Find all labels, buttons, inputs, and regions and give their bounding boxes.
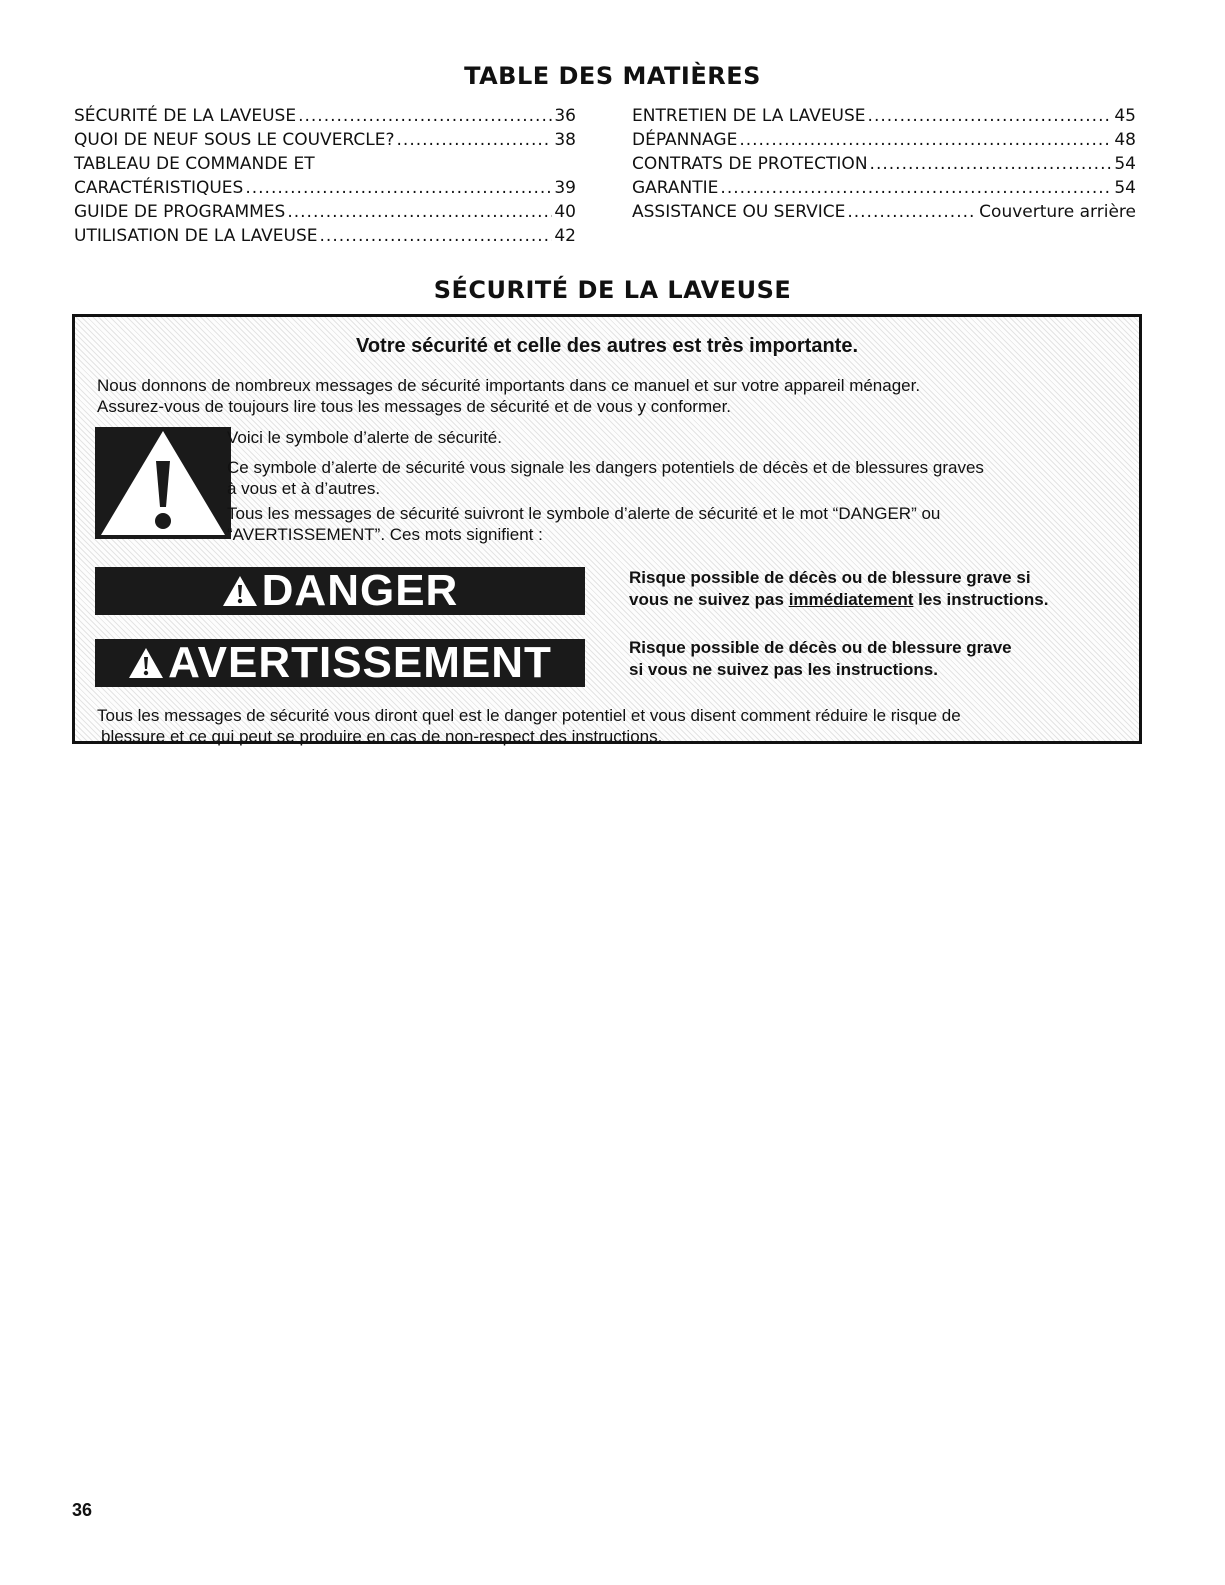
signal-words-line-2: “AVERTISSEMENT”. Ces mots signifient : [227,525,543,544]
toc-entry-page: 36 [554,106,576,126]
toc-entry-page: 45 [1114,106,1136,126]
toc-left-column [74,104,576,248]
toc-entry [74,224,576,248]
danger-desc-emphasis: immédiatement [788,590,914,609]
toc-leader-dots [320,224,553,248]
safety-heading: Votre sécurité et celle des autres est très importante. [355,335,859,357]
danger-desc-line-2 [629,589,1129,611]
toc-entry-label: GUIDE DE PROGRAMMES [74,202,286,222]
toc-entry-label: DÉPANNAGE [632,130,738,150]
danger-desc-pre: vous ne suivez pas [629,590,789,609]
toc-entry [632,176,1136,200]
toc-entry-page: 38 [554,130,576,150]
toc-leader-dots [245,176,552,200]
page-number: 36 [72,1500,93,1520]
toc-entry-page: 54 [1114,154,1136,174]
danger-desc-line-1: Risque possible de décès ou de blessure grave si [629,568,1031,587]
toc-leader-dots [870,152,1113,176]
symbol-desc-line-2: à vous et à d’autres. [227,479,381,498]
toc-entry-page: 40 [554,202,576,222]
toc-leader-dots [397,128,553,152]
toc-leader-dots [868,104,1113,128]
footer-line-1: Tous les messages de sécurité vous diront quel est le danger potentiel et vous disent comment réduire le risque de [97,706,961,725]
toc-right-column [632,104,1136,224]
toc-entry-label: TABLEAU DE COMMANDE ET [74,154,315,174]
danger-description [629,567,1129,611]
toc-entry [632,128,1136,152]
toc-entry-label: CONTRATS DE PROTECTION [632,154,868,174]
warning-description [629,637,1129,681]
toc-entry-page: 48 [1114,130,1136,150]
symbol-line: Voici le symbole d’alerte de sécurité. [227,428,502,447]
toc-entry-label: CARACTÉRISTIQUES [74,178,244,198]
toc-entry-label: GARANTIE [632,178,719,198]
toc-entry [74,200,576,224]
toc-entry-label: QUOI DE NEUF SOUS LE COUVERCLE? [74,130,395,150]
signal-words-line-1: Tous les messages de sécurité suivront le symbole d’alerte de sécurité et le mot “DANGER” ou [227,504,941,523]
danger-banner [95,567,585,615]
toc-entry-label: UTILISATION DE LA LAVEUSE [74,226,318,246]
safety-box [72,314,1142,744]
symbol-desc-line-1: Ce symbole d’alerte de sécurité vous signale les dangers potentiels de décès et de blessures graves [227,458,984,477]
toc-entry-page: Couverture arrière [979,202,1136,222]
toc-entry-page: 42 [554,226,576,246]
toc-entry-page: 39 [554,178,576,198]
toc-entry [74,104,576,128]
toc-entry [632,104,1136,128]
section-title: SÉCURITÉ DE LA LAVEUSE [433,276,792,304]
toc-entry-label: ASSISTANCE OU SERVICE [632,202,846,222]
safety-alert-icon [95,427,231,539]
toc-leader-dots [847,200,977,224]
toc-entry-label: SÉCURITÉ DE LA LAVEUSE [74,106,297,126]
toc-leader-dots [298,104,552,128]
danger-word: DANGER [261,566,459,615]
intro-line-1: Nous donnons de nombreux messages de sécurité importants dans ce manuel et sur votre appareil ménager. [97,376,921,395]
toc-leader-dots [287,200,552,224]
warning-banner [95,639,585,687]
danger-desc-post: les instructions. [913,590,1049,609]
toc-entry [632,152,1136,176]
warning-desc-line-1: Risque possible de décès ou de blessure grave [629,638,1012,657]
warning-word: AVERTISSEMENT [168,638,552,687]
warning-desc-line-2: si vous ne suivez pas les instructions. [629,660,938,679]
danger-alert-icon [222,575,258,607]
toc-leader-dots [720,176,1112,200]
intro-line-2: Assurez-vous de toujours lire tous les messages de sécurité et de vous y conformer. [97,397,732,416]
footer-line-2: blessure et ce qui peut se produire en cas de non-respect des instructions. [101,727,663,746]
toc-entry [74,128,576,152]
toc-entry [74,152,576,176]
toc-title: TABLE DES MATIÈRES [464,62,761,90]
toc-entry-page: 54 [1114,178,1136,198]
warning-alert-icon [128,647,164,679]
toc-entry-label: ENTRETIEN DE LA LAVEUSE [632,106,866,126]
toc-entry [74,176,576,200]
toc-leader-dots [739,128,1112,152]
toc-entry [632,200,1136,224]
